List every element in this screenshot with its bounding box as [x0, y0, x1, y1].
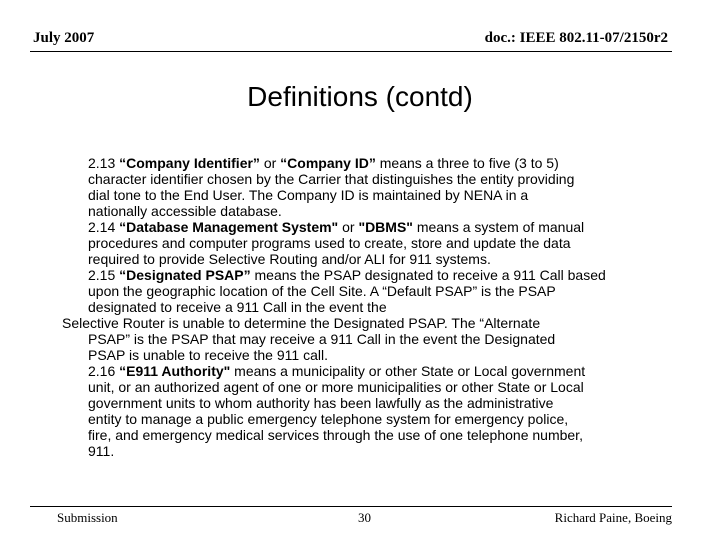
header-divider [30, 51, 672, 52]
defined-term-alt: “Company ID” [280, 155, 376, 171]
definition-number: 2.14 [88, 219, 120, 235]
definition-line: PSAP is unable to receive the 911 call. [88, 347, 328, 363]
definition-line: fire, and emergency medical services through the use of one telephone number, [88, 427, 583, 443]
defined-term: “Company Identifier” [119, 155, 260, 171]
definition-number: 2.15 [88, 267, 120, 283]
definition-2-13-line [88, 155, 702, 171]
slide-title: Definitions (contd) [247, 81, 473, 112]
footer-divider [30, 506, 672, 507]
defined-term: “E911 Authority" [119, 363, 231, 379]
definition-text: means a three to five (3 to 5) [375, 155, 559, 171]
definition-line: required to provide Selective Routing and/or ALI for 911 systems. [88, 251, 491, 267]
definition-line: dial tone to the End User. The Company ID is maintained by NENA in a [88, 187, 529, 203]
definition-line: entity to manage a public emergency telephone system for emergency police, [88, 411, 569, 427]
definition-text: means a municipality or other State or Local government [230, 363, 586, 379]
definition-line: PSAP” is the PSAP that may receive a 911 Call in the event the Designated [88, 331, 556, 347]
definition-line: 911. [88, 443, 115, 459]
definition-number: 2.13 [88, 155, 120, 171]
definitions-body [62, 155, 702, 459]
definition-text: means the PSAP designated to receive a 911 Call based [250, 267, 606, 283]
defined-term: “Designated PSAP” [119, 267, 251, 283]
definition-2-14-line [88, 219, 702, 235]
term-connector: or [259, 155, 281, 171]
definition-number: 2.16 [88, 363, 120, 379]
header-date: July 2007 [33, 30, 95, 46]
definition-line: Selective Router is unable to determine the Designated PSAP. The “Alternate [62, 315, 541, 331]
definition-2-16-line [88, 363, 702, 379]
definition-line: unit, or an authorized agent of one or more municipalities or other State or Local [88, 379, 584, 395]
definition-line: government units to whom authority has been lawfully as the administrative [88, 395, 554, 411]
footer-author: Richard Paine, Boeing [554, 510, 672, 525]
page-number: 30 [358, 510, 371, 525]
definition-line: nationally accessible database. [88, 203, 282, 219]
definition-line: designated to receive a 911 Call in the event the [88, 299, 387, 315]
definition-line: upon the geographic location of the Cell Site. A “Default PSAP” is the PSAP [88, 283, 556, 299]
term-connector: or [338, 219, 359, 235]
definition-text: means a system of manual [412, 219, 585, 235]
footer-submission: Submission [57, 510, 118, 525]
definition-line: character identifier chosen by the Carrier that distinguishes the entity providing [88, 171, 575, 187]
definition-2-15-line [88, 267, 702, 283]
defined-term-alt: "DBMS" [358, 219, 413, 235]
defined-term: “Database Management System" [119, 219, 339, 235]
header-doc-id: doc.: IEEE 802.11-07/2150r2 [484, 30, 668, 46]
definition-line: procedures and computer programs used to create, store and update the data [88, 235, 571, 251]
